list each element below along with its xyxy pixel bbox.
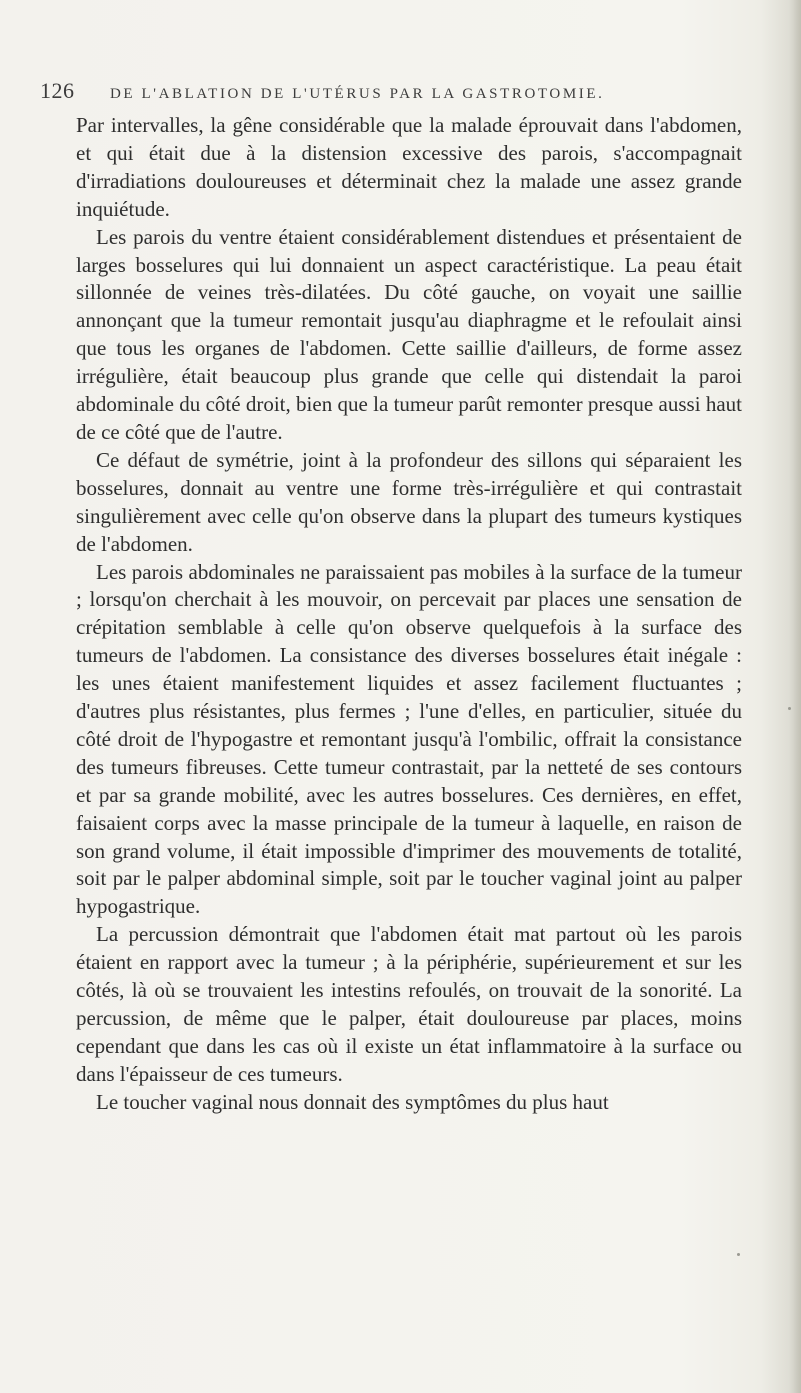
body-text — [76, 112, 742, 1117]
running-title: DE L'ABLATION DE L'UTÉRUS PAR LA GASTROTOMIE. — [110, 86, 605, 102]
dust-speck — [788, 707, 791, 710]
paragraph: Ce défaut de symétrie, joint à la profondeur des sillons qui séparaient les bosselures, donnait au ventre une forme très-irrégulière et qui contrastait singulièrement avec celle qu'on observe dans la plupart des tumeurs kystiques de l'abdomen. — [76, 447, 742, 556]
dust-speck — [737, 1253, 740, 1256]
paragraph: Les parois du ventre étaient considérablement distendues et présentaient de larges bosselures qui lui donnaient un aspect caractéristique. La peau était sillonnée de veines très-dilatées. Du côté gauche, on voyait une saillie annonçant que la tumeur remontait jusqu'au diaphragme et le refoulait ainsi que tous les organes de l'abdomen. Cette saillie d'ailleurs, de forme assez irrégulière, était beaucoup plus grande que celle qui distendait la paroi abdominale du côté droit, bien que la tumeur parût remonter presque aussi haut de ce côté que de l'autre. — [76, 224, 742, 444]
paragraph: Le toucher vaginal nous donnait des symptômes du plus haut — [96, 1089, 609, 1114]
paragraph: Les parois abdominales ne paraissaient pas mobiles à la surface de la tumeur ; lorsqu'on cherchait à les mouvoir, on percevait par places une sensation de crépitation semblable à celle qu'on observe quelquefois à la surface des tumeurs de l'abdomen. La consistance des diverses bosselures était inégale : les unes étaient manifestement liquides et assez facilement fluctuantes ; d'autres plus résistantes, plus fermes ; l'une d'elles, en particulier, située du côté droit de l'hypogastre et remontant jusqu'à l'ombilic, offrait la consistance des tumeurs fibreuses. Cette tumeur contrastait, par la netteté de ses contours et par sa grande mobilité, avec les autres bosselures. Ces dernières, en effet, faisaient corps avec la masse principale de la tumeur à laquelle, en raison de son grand volume, il était impossible d'imprimer des mouvements de totalité, soit par le palper abdominal simple, soit par le toucher vaginal joint au palper hypogastrique. — [76, 559, 742, 919]
page-number: 126 — [40, 78, 75, 103]
paragraph: Par intervalles, la gêne considérable que la malade éprouvait dans l'abdomen, et qui était due à la distension excessive des parois, s'accompagnait d'irradiations douloureuses et déterminait chez la malade une assez grande inquiétude. — [76, 113, 742, 221]
paragraph: La percussion démontrait que l'abdomen était mat partout où les parois étaient en rapport avec la tumeur ; à la périphérie, supérieurement et sur les côtés, là où se trouvaient les intestins refoulés, on trouvait de la sonorité. La percussion, de même que le palper, était douloureuse par places, moins cependant que dans les cas où il existe un état inflammatoire à la surface ou dans l'épaisseur de ces tumeurs. — [76, 922, 742, 1086]
running-head — [40, 78, 740, 104]
scan-edge-shadow — [789, 0, 801, 1393]
